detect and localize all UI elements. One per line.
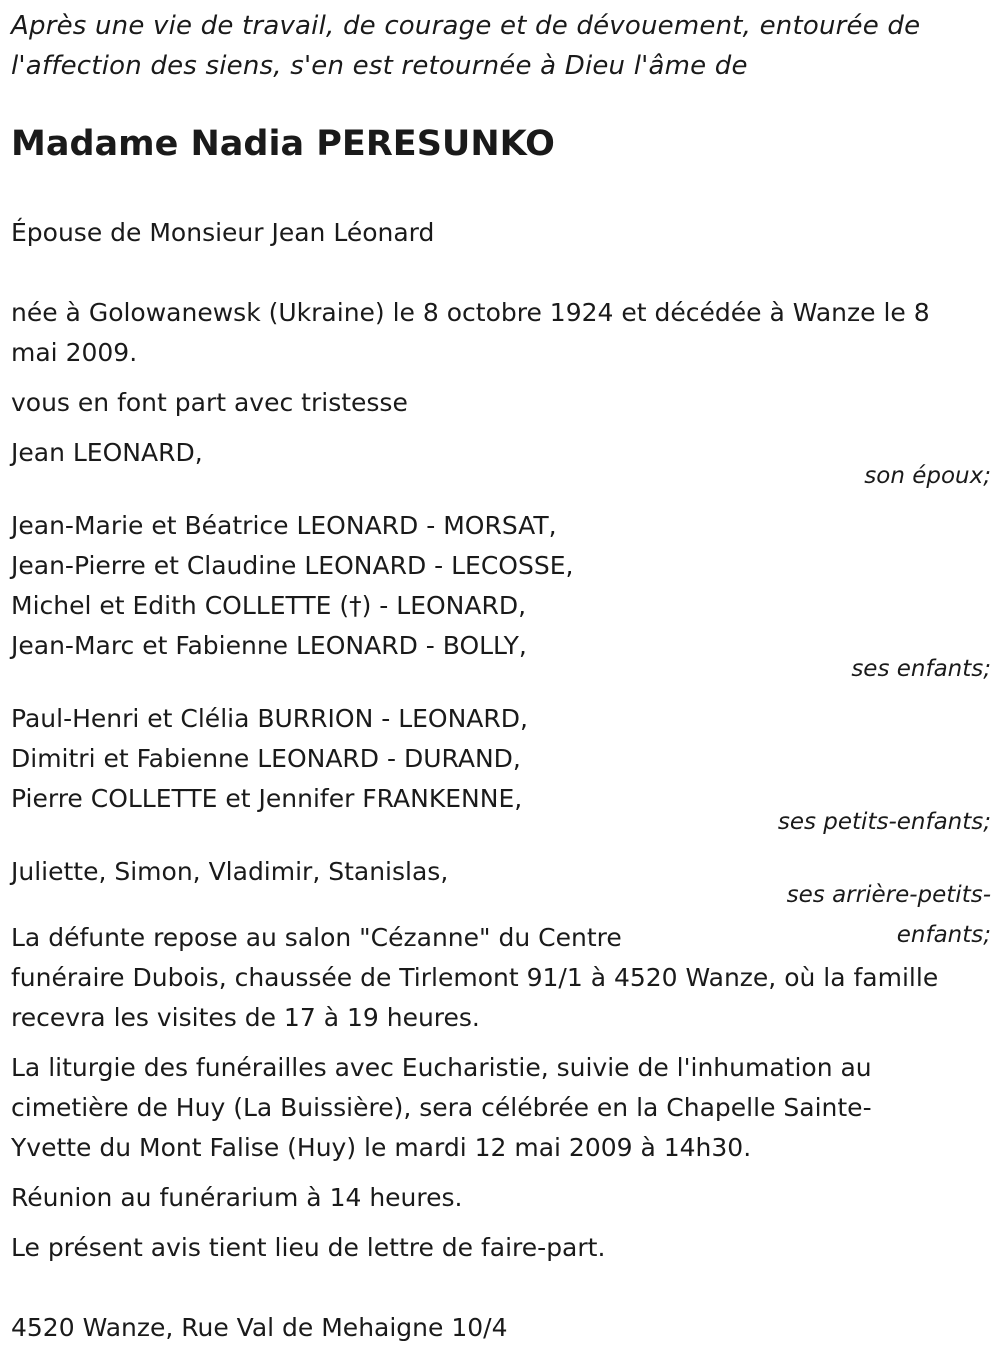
- family-group-children: [11, 506, 991, 689]
- family-role-label: ses enfants;: [851, 656, 991, 682]
- visitation-line-3: recevra les visites de 17 à 19 heures.: [11, 1003, 480, 1032]
- family-name-line: Jean-Marie et Béatrice LEONARD - MORSAT,: [11, 511, 557, 540]
- visitation-line-2: funéraire Dubois, chaussée de Tirlemont 91/1 à 4520 Wanze, où la famille: [11, 963, 939, 992]
- family-name-line: Jean-Marc et Fabienne LEONARD - BOLLY,: [11, 631, 527, 660]
- family-name-line: Pierre COLLETTE et Jennifer FRANKENNE,: [11, 784, 523, 813]
- birth-death-text: [11, 293, 991, 373]
- spouse-line: Épouse de Monsieur Jean Léonard: [11, 218, 435, 247]
- announcement-line: vous en font part avec tristesse: [11, 388, 408, 417]
- family-name-line: Dimitri et Fabienne LEONARD - DURAND,: [11, 744, 521, 773]
- birth-death-line-2: mai 2009.: [11, 338, 138, 367]
- obituary-notice: [11, 6, 991, 1348]
- family-name-line: Juliette, Simon, Vladimir, Stanislas,: [11, 857, 449, 886]
- family-group-great-grandchildren: [11, 852, 991, 955]
- notice-line: Le présent avis tient lieu de lettre de faire-part.: [11, 1233, 606, 1262]
- family-name-line: Jean LEONARD,: [11, 438, 203, 467]
- visitation-line-1: La défunte repose au salon "Cézanne" du Centre: [11, 923, 622, 952]
- family-role-label: [751, 875, 991, 955]
- liturgy-line-1: La liturgie des funérailles avec Eucharistie, suivie de l'inhumation au: [11, 1053, 872, 1082]
- birth-death-line-1: née à Golowanewsk (Ukraine) le 8 octobre 1924 et décédée à Wanze le 8: [11, 298, 930, 327]
- intro-line-2: l'affection des siens, s'en est retournée à Dieu l'âme de: [11, 51, 748, 81]
- meeting-line: Réunion au funérarium à 14 heures.: [11, 1183, 463, 1212]
- family-name-line: Michel et Edith COLLETTE (†) - LEONARD,: [11, 591, 527, 620]
- intro-line-1: Après une vie de travail, de courage et de dévouement, entourée de: [11, 11, 921, 41]
- family-group-husband: [11, 433, 991, 496]
- family-role-line-1: ses arrière-petits-: [786, 882, 991, 908]
- family-role-label: son époux;: [864, 463, 991, 489]
- family-name-line: Jean-Pierre et Claudine LEONARD - LECOSSE,: [11, 551, 574, 580]
- family-role-line-2: enfants;: [896, 922, 991, 948]
- liturgy-text: [11, 1048, 991, 1168]
- liturgy-line-3: Yvette du Mont Falise (Huy) le mardi 12 mai 2009 à 14h30.: [11, 1133, 752, 1162]
- family-role-label: ses petits-enfants;: [777, 809, 991, 835]
- family-address: 4520 Wanze, Rue Val de Mehaigne 10/4: [11, 1313, 508, 1342]
- intro-text: [11, 6, 991, 86]
- liturgy-line-2: cimetière de Huy (La Buissière), sera célébrée en la Chapelle Sainte-: [11, 1093, 872, 1122]
- deceased-name: Madame Nadia PERESUNKO: [11, 124, 555, 164]
- family-group-grandchildren: [11, 699, 991, 842]
- family-name-line: Paul-Henri et Clélia BURRION - LEONARD,: [11, 704, 528, 733]
